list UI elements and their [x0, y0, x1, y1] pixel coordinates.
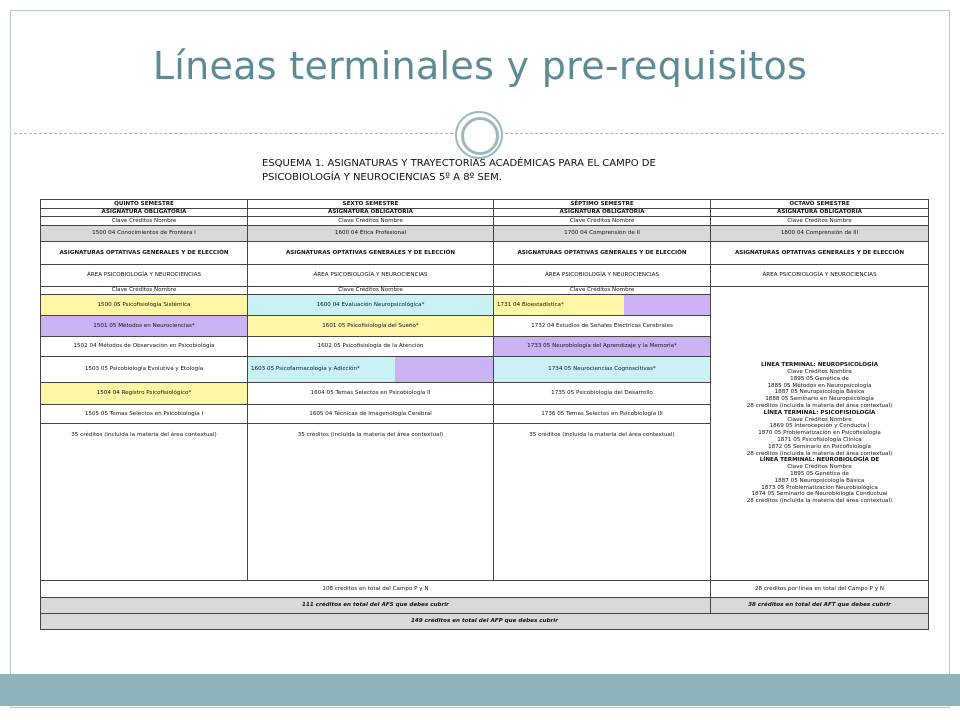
course-cell: 1504 04 Registro Psicofisiológico*: [41, 382, 248, 404]
terminal-line: 1871 05 Psicofisiología Clínica: [777, 437, 862, 443]
terminal-line: 1872 05 Seminario en Psicofisiología: [768, 443, 871, 450]
total-afp: 149 créditos en total del AFP que debes cubrir: [41, 613, 929, 629]
terminal-line: 1869 05 Interocepción y Conducta I: [769, 423, 870, 430]
key-header: Clave Créditos Nombre: [711, 217, 929, 226]
optativas-header: ASIGNATURAS OPTATIVAS GENERALES Y DE ELECCIÓN: [711, 242, 929, 264]
total-campo: 108 créditos en total del Campo P y N: [41, 581, 711, 597]
course-cell: 1733 05 Neurobiología del Aprendizaje y la Memoria*: [494, 337, 711, 357]
key-header: Clave Créditos Nombre: [494, 217, 711, 226]
terminal-line: 1887 05 Neuropsicología Básica: [774, 477, 865, 484]
key-header: Clave Créditos Nombre: [248, 217, 494, 226]
decorative-ring-icon: [455, 111, 503, 159]
color-swatch: [395, 357, 493, 381]
terminal-line: 1895 05 Genética de: [790, 375, 849, 382]
area-label: ÁREA PSICOBIOLOGÍA Y NEUROCIENCIAS: [248, 264, 494, 286]
area-label: ÁREA PSICOBIOLOGÍA Y NEUROCIENCIAS: [494, 264, 711, 286]
terminal-line: LÍNEA TERMINAL: NEUROBIOLOGÍA DE: [759, 457, 880, 464]
course-cell: 1500 05 Psicofisiología Sistémica: [41, 294, 248, 315]
course-cell: 1734 05 Neurociencias Cognoscitivas*: [494, 357, 711, 382]
course-cell: 1735 05 Psicobiología del Desarrollo: [494, 382, 711, 404]
course-cell: 1605 04 Técnicas de Imagenología Cerebral: [248, 404, 494, 423]
table-caption: [262, 157, 692, 185]
terminal-line: 1885 05 Métodos en Neuropsicología: [767, 382, 872, 389]
oblig-course: 1600 04 Ética Profesional: [248, 226, 494, 242]
terminal-line: 1888 05 Seminario en Neuropsicología: [765, 396, 874, 403]
semester-header: QUINTO SEMESTRE: [41, 200, 248, 209]
terminal-line: LÍNEA TERMINAL: NEUROPSICOLOGÍA: [760, 362, 879, 369]
course-cell-split: [494, 294, 711, 315]
color-swatch: [624, 295, 710, 315]
oblig-header: ASIGNATURA OBLIGATORIA: [41, 209, 248, 217]
credits-note: 35 créditos (incluida la materia del área contextual): [248, 424, 494, 581]
terminal-line: Clave Créditos Nombre: [787, 464, 852, 471]
oblig-course: 1500 04 Conocimientos de Frontera I: [41, 226, 248, 242]
optativas-header: ASIGNATURAS OPTATIVAS GENERALES Y DE ELECCIÓN: [248, 242, 494, 264]
semester-header: OCTAVO SEMESTRE: [711, 200, 929, 209]
slide-title: Líneas terminales y pre-requisitos: [152, 44, 808, 88]
course-label: 1603 05 Psicofarmacología y Adicción*: [248, 357, 395, 381]
terminal-line: 28 créditos (incluida la materia del área contextual): [746, 498, 893, 505]
caption-line: PSICOBIOLOGÍA Y NEUROCIENCIAS 5º A 8º SEM.: [262, 172, 502, 183]
course-cell: 1501 05 Métodos en Neurociencias*: [41, 316, 248, 337]
course-cell-split: [248, 357, 494, 382]
total-afs: 111 créditos en total del AFS que debes cubrir: [41, 597, 711, 613]
semester-header: SÉPTIMO SEMESTRE: [494, 200, 711, 209]
terminal-line: 1887 05 Neuropsicología Básica: [774, 389, 865, 396]
course-cell: 1732 04 Estudios de Señales Eléctricas Cerebrales: [494, 316, 711, 337]
key-header: Clave Créditos Nombre: [41, 217, 248, 226]
oblig-header: ASIGNATURA OBLIGATORIA: [494, 209, 711, 217]
course-cell: 1503 05 Psicobiología Evolutiva y Etología: [41, 357, 248, 382]
total-aft: 38 créditos en total del AFT que debes cubrir: [711, 597, 929, 613]
terminal-line: LÍNEA TERMINAL: PSICOFISIOLOGÍA: [763, 409, 876, 416]
caption-line: ESQUEMA 1. ASIGNATURAS Y TRAYECTORIAS ACADÉMICAS PARA EL CAMPO DE: [262, 158, 656, 169]
terminal-lines-cell: [711, 286, 929, 581]
course-label: 1731 04 Bioestadística*: [494, 295, 624, 315]
course-cell: 1601 05 Psicofisiología del Sueño*: [248, 316, 494, 337]
course-cell: 1602 05 Psicofisiología de la Atención: [248, 337, 494, 357]
course-cell: 1505 05 Temas Selectos en Psicobiología I: [41, 404, 248, 423]
terminal-line: 1895 05 Genética de: [790, 470, 849, 477]
oblig-course: 1800 04 Comprensión de III: [711, 226, 929, 242]
terminal-line: 28 créditos (incluida la materia del área contextual): [746, 450, 893, 457]
footer-bar: [0, 674, 960, 706]
terminal-line: 1873 05 Problematización Neurobiológica: [761, 484, 878, 491]
course-cell: 1736 05 Temas Selectos en Psicobiología III: [494, 404, 711, 423]
terminal-line: 28 créditos (incluida la materia del área contextual): [746, 403, 893, 410]
key-header: Clave Créditos Nombre: [248, 286, 494, 294]
credits-note: 35 créditos (incluida la materia del área contextual): [41, 424, 248, 581]
key-header: Clave Créditos Nombre: [41, 286, 248, 294]
key-header: Clave Créditos Nombre: [494, 286, 711, 294]
course-cell: 1604 05 Temas Selectos en Psicobiología II: [248, 382, 494, 404]
terminal-line: 1870 05 Problematización en Psicofisiología: [758, 430, 881, 437]
optativas-header: ASIGNATURAS OPTATIVAS GENERALES Y DE ELECCIÓN: [494, 242, 711, 264]
area-label: ÁREA PSICOBIOLOGÍA Y NEUROCIENCIAS: [41, 264, 248, 286]
curriculum-table: [40, 199, 929, 630]
optativas-header: ASIGNATURAS OPTATIVAS GENERALES Y DE ELECCIÓN: [41, 242, 248, 264]
course-cell: 1600 04 Evaluación Neuropsicológica*: [248, 294, 494, 315]
course-cell: 1502 04 Métodos de Observación en Psicobiología: [41, 337, 248, 357]
oblig-header: ASIGNATURA OBLIGATORIA: [248, 209, 494, 217]
oblig-header: ASIGNATURA OBLIGATORIA: [711, 209, 929, 217]
oblig-course: 1700 04 Comprensión de II: [494, 226, 711, 242]
total-lineas: 28 créditos por línea en total del Campo P y N: [711, 581, 929, 597]
semester-header: SEXTO SEMESTRE: [248, 200, 494, 209]
terminal-line: Clave Créditos Nombre: [787, 416, 852, 423]
terminal-line: 1874 05 Seminario de Neurobiología Conductual: [751, 491, 888, 498]
terminal-line: Clave Créditos Nombre: [787, 369, 852, 376]
credits-note: 35 créditos (incluida la materia del área contextual): [494, 424, 711, 581]
area-label: ÁREA PSICOBIOLOGÍA Y NEUROCIENCIAS: [711, 264, 929, 286]
